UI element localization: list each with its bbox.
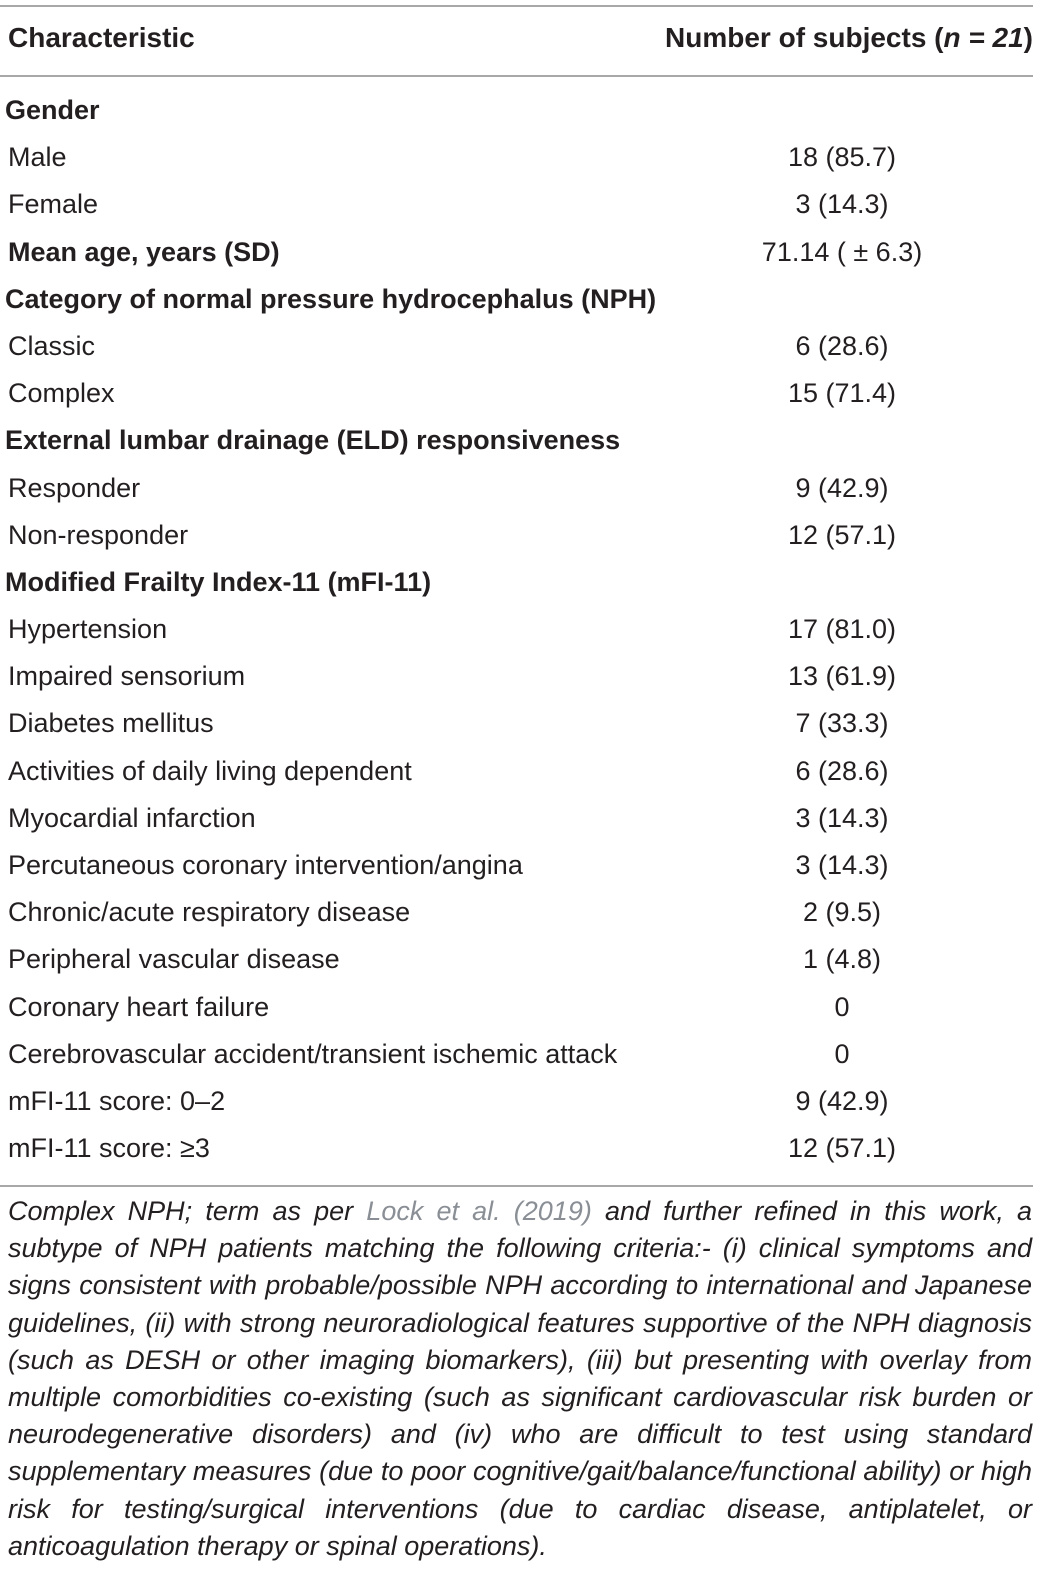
row-label: mFI-11 score: ≥3 bbox=[8, 1133, 210, 1164]
table-row bbox=[0, 180, 1033, 227]
row-value: 2 (9.5) bbox=[802, 897, 882, 928]
row-label: Mean age, years (SD) bbox=[8, 236, 280, 267]
table-section-row bbox=[0, 86, 1033, 133]
table-row bbox=[0, 228, 1033, 275]
row-label: Activities of daily living dependent bbox=[8, 755, 412, 786]
row-label: mFI-11 score: 0–2 bbox=[8, 1085, 226, 1116]
row-label: Cerebrovascular accident/transient ischemic attack bbox=[8, 1038, 618, 1069]
row-value: 3 (14.3) bbox=[795, 189, 889, 220]
footnote-text-rest: and further refined in this work, a subtype of NPH patients matching the following criteria:- (i) clinical symptoms and signs consistent with probable/possible NPH according to international and Japanese guidelines, (ii) with strong neuroradiological features supportive of the NPH diagnosis (such as DESH or other imaging biomarkers), (iii) but presenting with overlay from multiple comorbidities co-existing (such as significant cardiovascular risk burden or neurodegenerative disorders) and (iv) who are difficult to test using standard supplementary measures (due to poor cognitive/gait/balance/functional ability) or high risk for testing/surgical interventions (due to cardiac disease, antiplatelet, or anticoagulation therapy or spinal operations). bbox=[8, 1196, 1033, 1561]
row-value: 18 (85.7) bbox=[787, 142, 897, 173]
table-top-rule bbox=[0, 5, 1033, 7]
row-label: Hypertension bbox=[8, 614, 168, 645]
row-value: 13 (61.9) bbox=[787, 661, 897, 692]
table-row bbox=[0, 983, 1033, 1030]
table-row bbox=[0, 747, 1033, 794]
table-section-row bbox=[0, 275, 1033, 322]
table-section-row bbox=[0, 558, 1033, 605]
table-row bbox=[0, 133, 1033, 180]
row-label: Myocardial infarction bbox=[8, 802, 256, 833]
table-row bbox=[0, 1030, 1033, 1077]
section-heading: Gender bbox=[5, 95, 100, 125]
section-heading: Modified Frailty Index-11 (mFI-11) bbox=[5, 566, 432, 597]
row-label: Complex bbox=[8, 378, 115, 409]
header-number-suffix: ) bbox=[1023, 22, 1033, 53]
column-header-number-of-subjects bbox=[665, 22, 1033, 54]
row-label: Impaired sensorium bbox=[8, 661, 246, 692]
row-label: Responder bbox=[8, 472, 141, 503]
table-row bbox=[0, 841, 1033, 888]
table-row bbox=[0, 652, 1033, 699]
row-label: Chronic/acute respiratory disease bbox=[8, 897, 411, 928]
row-value: 71.14 ( ± 6.3) bbox=[761, 236, 923, 267]
row-value: 0 bbox=[834, 991, 850, 1022]
row-value: 6 (28.6) bbox=[795, 330, 889, 361]
row-label: Peripheral vascular disease bbox=[8, 944, 340, 975]
table-row bbox=[0, 699, 1033, 746]
section-heading: External lumbar drainage (ELD) responsiveness bbox=[5, 425, 621, 456]
row-value: 9 (42.9) bbox=[795, 1085, 889, 1116]
row-value: 17 (81.0) bbox=[787, 614, 897, 645]
row-value: 12 (57.1) bbox=[787, 1133, 897, 1164]
row-label: Coronary heart failure bbox=[8, 991, 270, 1022]
footnote-text-start: Complex NPH; term as per bbox=[8, 1196, 367, 1226]
table-row bbox=[0, 511, 1033, 558]
section-heading: Category of normal pressure hydrocephalus (NPH) bbox=[5, 283, 657, 314]
column-header-characteristic: Characteristic bbox=[8, 22, 195, 53]
table-section-row bbox=[0, 416, 1033, 463]
table-row bbox=[0, 605, 1033, 652]
header-n-value: n = 21 bbox=[943, 22, 1024, 53]
row-label: Diabetes mellitus bbox=[8, 708, 214, 739]
row-value: 1 (4.8) bbox=[802, 944, 882, 975]
row-label: Classic bbox=[8, 330, 96, 361]
row-value: 15 (71.4) bbox=[787, 378, 897, 409]
footnote-citation-link[interactable]: Lock et al. (2019) bbox=[366, 1196, 592, 1226]
table-row bbox=[0, 935, 1033, 982]
row-value: 9 (42.9) bbox=[795, 472, 889, 503]
table-row bbox=[0, 1077, 1033, 1124]
table-bottom-rule bbox=[0, 1185, 1033, 1187]
table-row bbox=[0, 369, 1033, 416]
table-body bbox=[0, 86, 1033, 1171]
table-row bbox=[0, 322, 1033, 369]
table-header-rule bbox=[0, 75, 1033, 77]
table-footnote bbox=[8, 1193, 1032, 1565]
row-value: 7 (33.3) bbox=[795, 708, 889, 739]
row-value: 3 (14.3) bbox=[795, 802, 889, 833]
header-number-prefix: Number of subjects ( bbox=[665, 22, 944, 53]
table-row bbox=[0, 1124, 1033, 1171]
row-value: 3 (14.3) bbox=[795, 850, 889, 880]
row-value: 6 (28.6) bbox=[795, 755, 889, 786]
table-row bbox=[0, 794, 1033, 841]
row-label: Non-responder bbox=[8, 519, 189, 550]
row-label: Female bbox=[8, 189, 99, 220]
row-label: Percutaneous coronary intervention/angina bbox=[8, 850, 523, 880]
row-label: Male bbox=[8, 142, 67, 173]
table-row bbox=[0, 888, 1033, 935]
table-row bbox=[0, 464, 1033, 511]
row-value: 0 bbox=[834, 1038, 850, 1069]
row-value: 12 (57.1) bbox=[787, 519, 897, 550]
